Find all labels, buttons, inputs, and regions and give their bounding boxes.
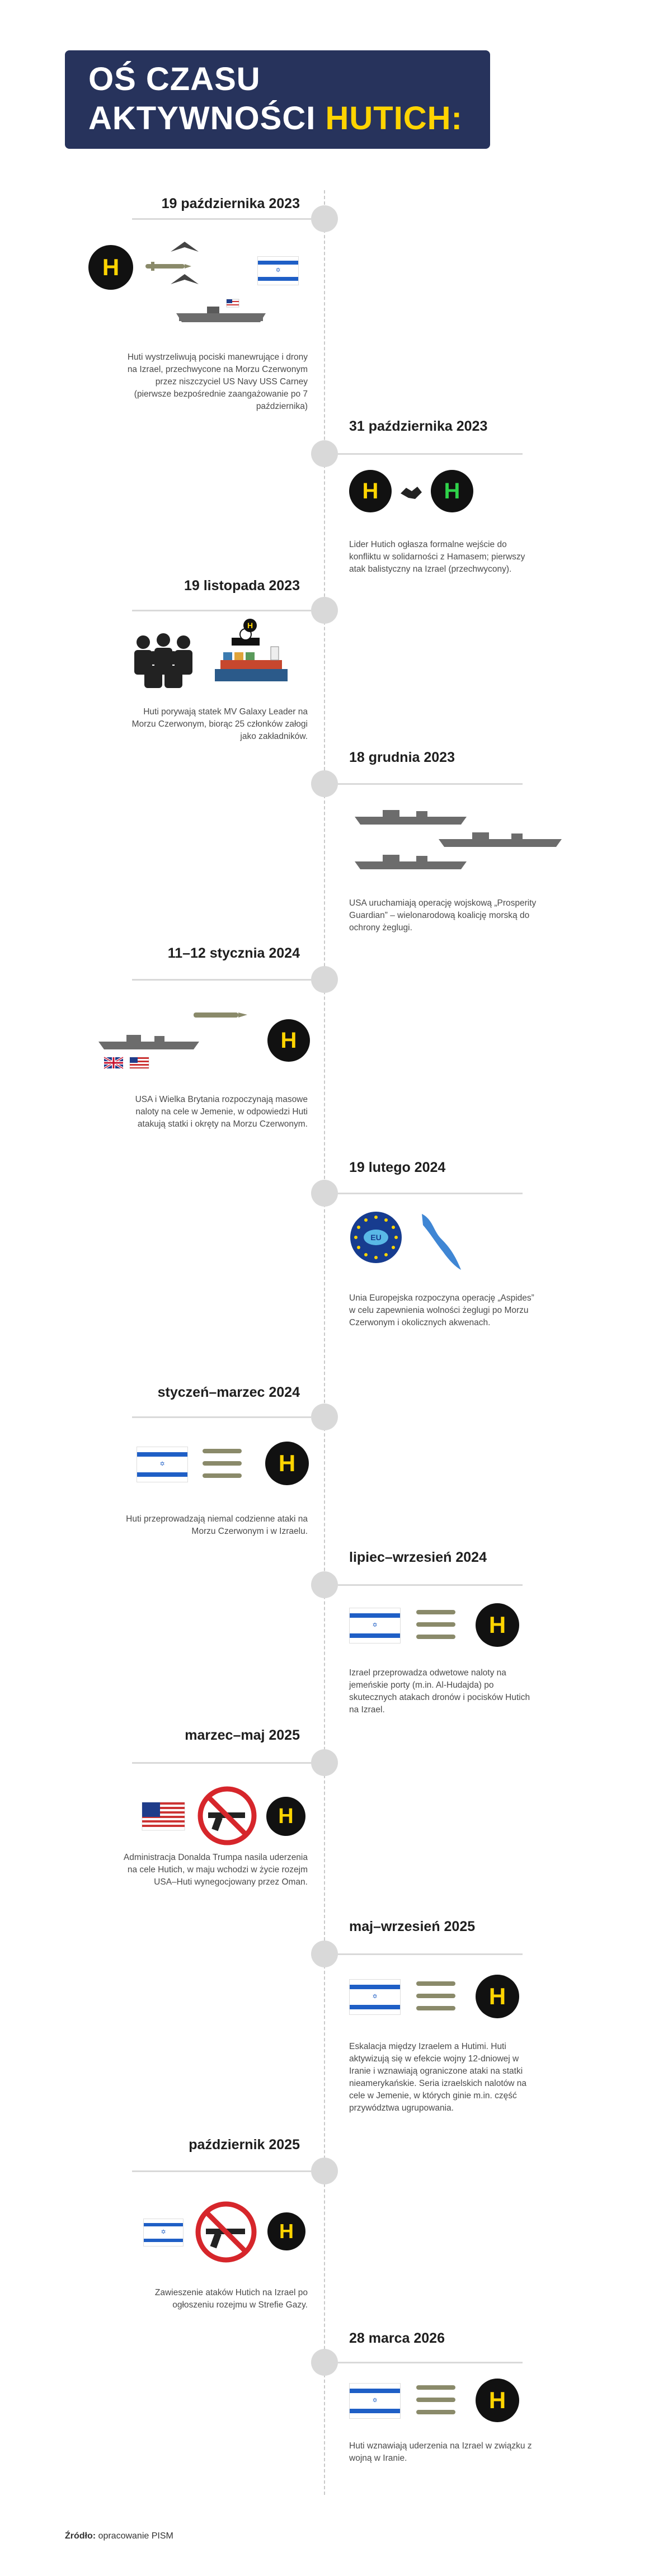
missiles-drones-ship-icon <box>145 235 302 336</box>
event-2-text: Lider Hutich ogłasza formalne wejście do konfliktu w solidarności z Hamasem; pierwszy atak balistyczny na Izrael (przechwycony). <box>349 540 525 574</box>
event-5-line <box>132 979 311 981</box>
event-12-date: 28 marca 2026 <box>349 2330 445 2346</box>
event-7-text: Huti przeprowadzają niemal codzienne ataki na Morzu Czerwonym i w Izraelu. <box>126 1514 308 1536</box>
coalition-warships-icon <box>349 800 562 884</box>
handshake-icon <box>398 481 423 503</box>
event-2-date: 31 października 2023 <box>349 418 488 434</box>
event-10-text: Eskalacja między Izraelem a Hutimi. Huti aktywizują się w efekcie wojny 12-dniowej w Iranie i wznawiają ograniczone ataki na statki nieamerykańskie. Seria izraelskich nalotów na cele w Jemenie, w których ginie m.in. część przywództwa ugrupowania. <box>349 2042 527 2113</box>
event-11-date: październik 2025 <box>189 2137 300 2153</box>
source-note <box>65 2531 173 2541</box>
houthi-h-icon: H <box>267 2212 305 2250</box>
uk-flag-icon <box>104 1057 123 1068</box>
us-flag-icon <box>130 1057 149 1068</box>
event-10-line <box>338 1953 523 1955</box>
eu-label: EU <box>370 1233 382 1242</box>
strike-ship-and-missile-icon <box>98 1007 266 1068</box>
houthi-h-icon: H <box>476 1603 519 1647</box>
event-3-text: Huti porywają statek MV Galaxy Leader na Morzu Czerwonym, biorąc 25 członków załogi jako zakładników. <box>131 707 308 741</box>
event-11-text: Zawieszenie ataków Hutich na Izrael po ogłoszeniu rozejmu w Strefie Gazy. <box>154 2288 308 2310</box>
event-8-text: Izrael przeprowadza odwetowe naloty na jemeńskie porty (m.in. Al-Hudajda) po skutecznych atakach dronów i pocisków Hutich na Izrael. <box>349 1668 530 1715</box>
event-4-dot <box>311 770 338 797</box>
ship-h-mark: H <box>247 621 253 630</box>
event-8-date: lipiec–wrzesień 2024 <box>349 1550 487 1565</box>
event-3-date: 19 listopada 2023 <box>184 578 300 594</box>
israel-flag-icon: ✡ <box>349 1979 401 2015</box>
event-7-dot <box>311 1404 338 1430</box>
houthi-h-icon: H <box>349 470 392 512</box>
title-line-2 <box>88 101 463 136</box>
timeline-axis <box>324 190 325 2495</box>
event-5-date: 11–12 stycznia 2024 <box>167 945 300 961</box>
event-6-text: Unia Europejska rozpoczyna operację „Aspides” w celu zapewnienia wolności żeglugi po Morzu Czerwonym i okolicznych akwenach. <box>349 1293 534 1327</box>
title-line-2-prefix: AKTYWNOŚCI <box>88 100 326 136</box>
event-11-dot <box>311 2158 338 2184</box>
event-6-line <box>338 1193 523 1194</box>
houthi-h-icon: H <box>88 245 133 290</box>
us-flag-and-no-weapons-icon <box>142 1784 265 1846</box>
missiles-icon <box>414 1607 464 1642</box>
us-flag-icon <box>142 1802 185 1830</box>
missiles-icon <box>414 1978 464 2014</box>
event-3-dot <box>311 597 338 624</box>
source-label: Źródło: <box>65 2531 96 2541</box>
no-weapons-icon <box>194 2198 261 2266</box>
event-5-text: USA i Wielka Brytania rozpoczynają masowe naloty na cele w Jemenie, w odpowiedzi Huti atakują statki i okręty na Morzu Czerwonym. <box>135 1095 308 1129</box>
event-1-dot <box>311 205 338 232</box>
houthi-h-icon: H <box>266 1797 305 1836</box>
event-6-dot <box>311 1180 338 1207</box>
event-11-line <box>132 2170 311 2172</box>
event-12-text: Huti wznawiają uderzenia na Izrael w związku z wojną w Iranie. <box>349 2441 532 2463</box>
event-1-text: Huti wystrzeliwują pociski manewrujące i drony na Izrael, przechwycone na Morzu Czerwonym przez niszczyciel US Navy USS Carney (pierwsze bezpośrednie zaangażowanie po 7 października) <box>127 352 308 411</box>
event-2-line <box>338 453 523 455</box>
event-12-dot <box>311 2349 338 2376</box>
hostages-and-ship-icon <box>131 615 299 694</box>
missiles-icon <box>414 2382 464 2418</box>
event-9-text: Administracja Donalda Trumpa nasila uderzenia na cele Hutich, w maju wchodzi w życie rozejm USA–Huti wynegocjowany przez Oman. <box>123 1853 308 1887</box>
houthi-h-icon: H <box>476 2379 519 2422</box>
houthi-h-icon: H <box>265 1442 309 1485</box>
event-10-dot <box>311 1941 338 1967</box>
title-line-1: OŚ CZASU <box>88 61 261 97</box>
event-8-dot <box>311 1571 338 1598</box>
houthi-h-icon: H <box>267 1019 310 1062</box>
event-2-dot <box>311 440 338 467</box>
source-text: opracowanie PISM <box>96 2531 173 2541</box>
eu-aspides-and-red-sea-icon <box>349 1208 517 1275</box>
event-7-date: styczeń–marzec 2024 <box>157 1384 300 1400</box>
event-9-line <box>132 1762 311 1764</box>
title-accent: HUTICH: <box>325 100 463 136</box>
event-12-line <box>338 2362 523 2363</box>
event-7-line <box>132 1416 311 1418</box>
event-3-line <box>132 610 311 611</box>
event-4-line <box>338 783 523 785</box>
title-box <box>65 50 490 149</box>
israel-flag-icon: ✡ <box>349 2383 401 2419</box>
event-9-date: marzec–maj 2025 <box>185 1727 300 1743</box>
event-6-date: 19 lutego 2024 <box>349 1160 446 1175</box>
houthi-h-icon: H <box>476 1975 519 2018</box>
event-8-line <box>338 1584 523 1586</box>
event-5-dot <box>311 966 338 993</box>
hamas-h-icon: H <box>431 470 473 512</box>
israel-flag-icon: ✡ <box>349 1608 401 1643</box>
event-10-date: maj–wrzesień 2025 <box>349 1919 476 1934</box>
israel-flag-icon: ✡ <box>257 256 299 285</box>
event-9-dot <box>311 1749 338 1776</box>
israel-flag-icon: ✡ <box>137 1447 188 1482</box>
event-1-date: 19 października 2023 <box>161 196 300 211</box>
missiles-icon <box>200 1445 251 1481</box>
event-4-date: 18 grudnia 2023 <box>349 750 455 765</box>
event-1-line <box>132 218 311 220</box>
israel-flag-icon: ✡ <box>143 2219 184 2247</box>
event-4-text: USA uruchamiają operację wojskową „Prosperity Guardian” – wielonarodową koalicję morską do ochrony żeglugi. <box>349 898 537 933</box>
